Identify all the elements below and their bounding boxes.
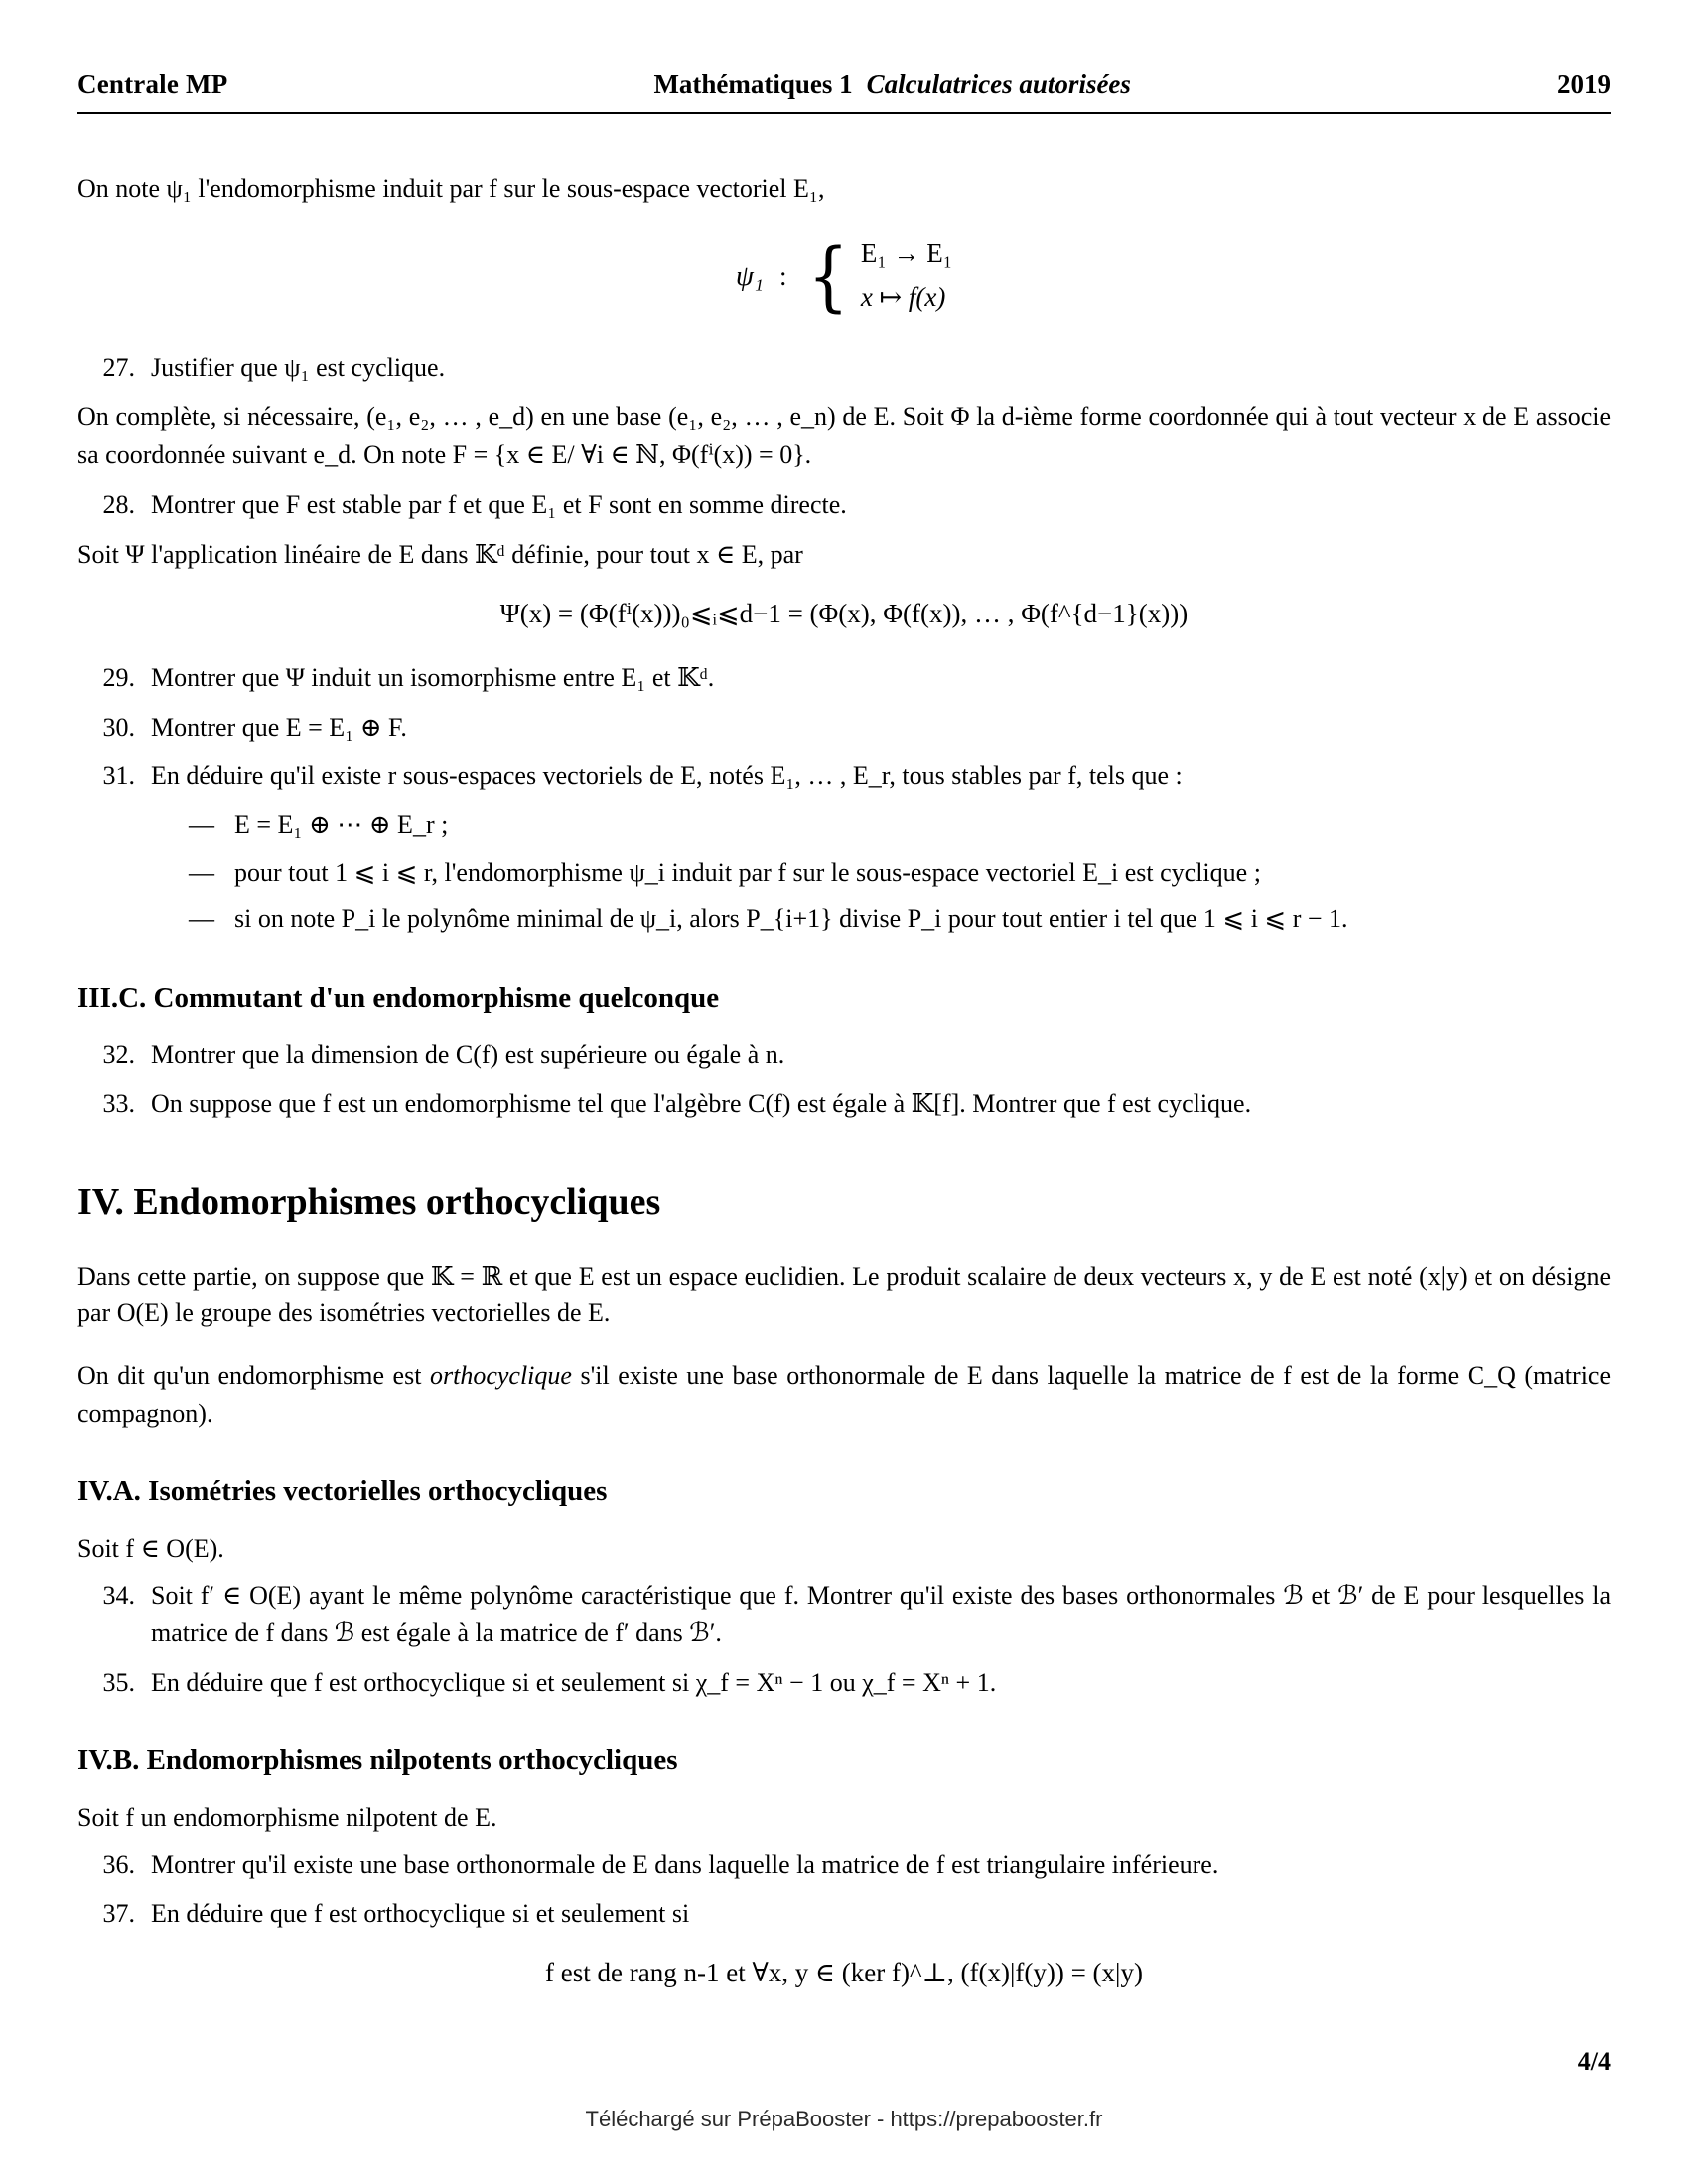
- header-subject: [653, 69, 1131, 100]
- cases-rows: [861, 232, 952, 319]
- question-item-27: [77, 349, 1611, 386]
- question-text: En déduire que f est orthocyclique si et seulement si χ_f = Xⁿ − 1 ou χ_f = Xⁿ + 1.: [151, 1667, 997, 1697]
- orthocyclique-term: orthocyclique: [429, 1361, 572, 1391]
- question-number: 36.: [102, 1849, 135, 1879]
- bullet-item-2: [77, 854, 1611, 890]
- question-number: 35.: [102, 1667, 135, 1697]
- left-brace-icon: {: [808, 231, 850, 321]
- soit-f-nilpotent-line: Soit f un endomorphisme nilpotent de E.: [77, 1803, 497, 1833]
- question-item-37: [77, 1895, 1611, 1932]
- question-item-32: [77, 1036, 1611, 1073]
- question-item-28: [77, 486, 1611, 523]
- header-calculator-note: Calculatrices autorisées: [866, 69, 1131, 99]
- question-number: 33.: [102, 1089, 135, 1119]
- bullet-text: E = E₁ ⊕ ⋯ ⊕ E_r ;: [234, 810, 449, 840]
- question-number: 27.: [102, 352, 135, 382]
- final-equation-display: f est de rang n-1 et ∀x, y ∈ (ker f)^⊥, (f(x)|f(y)) = (x|y): [545, 1958, 1143, 1988]
- question-text: En déduire que f est orthocyclique si et seulement si: [151, 1898, 690, 1928]
- psi-label: ψ₁: [735, 259, 764, 292]
- question-number: 34.: [102, 1580, 135, 1610]
- em-dash-icon: —: [189, 810, 214, 840]
- question-item-31: [77, 757, 1611, 794]
- question-number: 30.: [102, 712, 135, 742]
- question-number: 29.: [102, 663, 135, 693]
- part-heading-iv: IV. Endomorphismes orthocycliques: [77, 1180, 661, 1223]
- page-number: 4/4: [1577, 2047, 1611, 2076]
- question-list-32-33: [77, 1036, 1611, 1123]
- question-list-28: [77, 486, 1611, 523]
- question-text: Montrer que la dimension de C(f) est supérieure ou égale à n.: [151, 1039, 785, 1069]
- bullet-item-3: [77, 900, 1611, 937]
- question-item-34: [77, 1577, 1611, 1652]
- question-number: 32.: [102, 1039, 135, 1069]
- header-exam-name: Centrale MP: [77, 69, 228, 99]
- em-dash-icon: —: [189, 904, 214, 934]
- cases-row-domain: E₁ → E₁: [860, 238, 953, 269]
- psi-colon: :: [778, 260, 787, 291]
- footer-source-note: Téléchargé sur PrépaBooster - https://prepabooster.fr: [585, 2107, 1103, 2131]
- header-year: 2019: [1556, 69, 1611, 99]
- section-heading-iv-a: IV.A. Isométries vectorielles orthocycliques: [77, 1475, 608, 1508]
- question-item-36: [77, 1846, 1611, 1883]
- question-list-29-31: [77, 659, 1611, 794]
- question-text: Montrer qu'il existe une base orthonormale de E dans laquelle la matrice de f est triangulaire inférieure.: [151, 1849, 1219, 1879]
- intro-paragraph: On note ψ₁ l'endomorphisme induit par f sur le sous-espace vectoriel E₁,: [77, 174, 825, 203]
- section-heading-iii-c: III.C. Commutant d'un endomorphisme quelconque: [77, 981, 720, 1014]
- paragraph-complete-base: On complète, si nécessaire, (e₁, e₂, … , e_d) en une base (e₁, e₂, … , e_n) de E. Soit Φ la d-ième forme coordonnée qui à tout vecteur x de E associe sa coordonnée suivant e_d. On note F = {x ∈ E/ ∀i ∈ ℕ, Φ(fⁱ(x)) = 0}.: [77, 402, 1611, 469]
- soit-f-oe-line: Soit f ∈ O(E).: [77, 1534, 224, 1564]
- question-item-33: [77, 1085, 1611, 1122]
- psi-definition-display: [77, 232, 1611, 319]
- header-subject-title: Mathématiques 1: [653, 69, 853, 99]
- bullet-item-1: [77, 806, 1611, 843]
- orthocyclique-def-pre: On dit qu'un endomorphisme est: [77, 1361, 430, 1391]
- orthocyclique-def-post: s'il existe une base orthonormale de E dans laquelle la matrice de f est de la forme C_Q (matrice compagnon).: [77, 1361, 1611, 1428]
- question-item-30: [77, 709, 1611, 746]
- question-text: En déduire qu'il existe r sous-espaces vectoriels de E, notés E₁, … , E_r, tous stables par f, tels que :: [151, 760, 1183, 790]
- cases-group: [736, 232, 952, 319]
- page-header: [77, 69, 1611, 114]
- question-text: Montrer que E = E₁ ⊕ F.: [151, 712, 407, 742]
- part-iv-paragraph-1: Dans cette partie, on suppose que 𝕂 = ℝ et que E est un espace euclidien. Le produit scalaire de deux vecteurs x, y de E est noté (x|y) et on désigne par O(E) le groupe des isométries vectorielles de E.: [77, 1261, 1611, 1328]
- question-number: 31.: [102, 760, 135, 790]
- question-text: Soit f′ ∈ O(E) ayant le même polynôme caractéristique que f. Montrer qu'il existe des bases orthonormales ℬ et ℬ′ de E pour lesquelles la matrice de f dans ℬ est égale à la matrice de f′ dans ℬ′.: [151, 1580, 1611, 1648]
- question-text: Montrer que Ψ induit un isomorphisme entre E₁ et 𝕂ᵈ.: [151, 663, 715, 693]
- question-text: Montrer que F est stable par f et que E₁ et F sont en somme directe.: [151, 490, 847, 520]
- section-heading-iv-b: IV.B. Endomorphismes nilpotents orthocycliques: [77, 1744, 678, 1777]
- question-number: 28.: [102, 490, 135, 520]
- bullet-list-31: [77, 806, 1611, 937]
- question-list-34-35: [77, 1577, 1611, 1701]
- cases-row-map: x ↦ f(x): [860, 282, 946, 313]
- bullet-text: pour tout 1 ⩽ i ⩽ r, l'endomorphisme ψ_i induit par f sur le sous-espace vectoriel E_i est cyclique ;: [234, 857, 1261, 887]
- question-list-36-37: [77, 1846, 1611, 1933]
- paragraph-psi-application: Soit Ψ l'application linéaire de E dans 𝕂ᵈ définie, pour tout x ∈ E, par: [77, 539, 803, 569]
- em-dash-icon: —: [189, 857, 214, 887]
- question-item-35: [77, 1664, 1611, 1701]
- question-list-27: [77, 349, 1611, 386]
- part-iv-paragraph-2: [77, 1357, 1611, 1432]
- question-number: 37.: [102, 1898, 135, 1928]
- bullet-text: si on note P_i le polynôme minimal de ψ_i, alors P_{i+1} divise P_i pour tout entier i tel que 1 ⩽ i ⩽ r − 1.: [234, 904, 1348, 934]
- question-item-29: [77, 659, 1611, 696]
- psi-formula-display: Ψ(x) = (Φ(fⁱ(x)))₀⩽ᵢ⩽d−1 = (Φ(x), Φ(f(x)), … , Φ(f^{d−1}(x))): [499, 599, 1189, 629]
- question-text: Justifier que ψ₁ est cyclique.: [151, 352, 446, 382]
- question-text: On suppose que f est un endomorphisme tel que l'algèbre C(f) est égale à 𝕂[f]. Montrer que f est cyclique.: [151, 1089, 1252, 1119]
